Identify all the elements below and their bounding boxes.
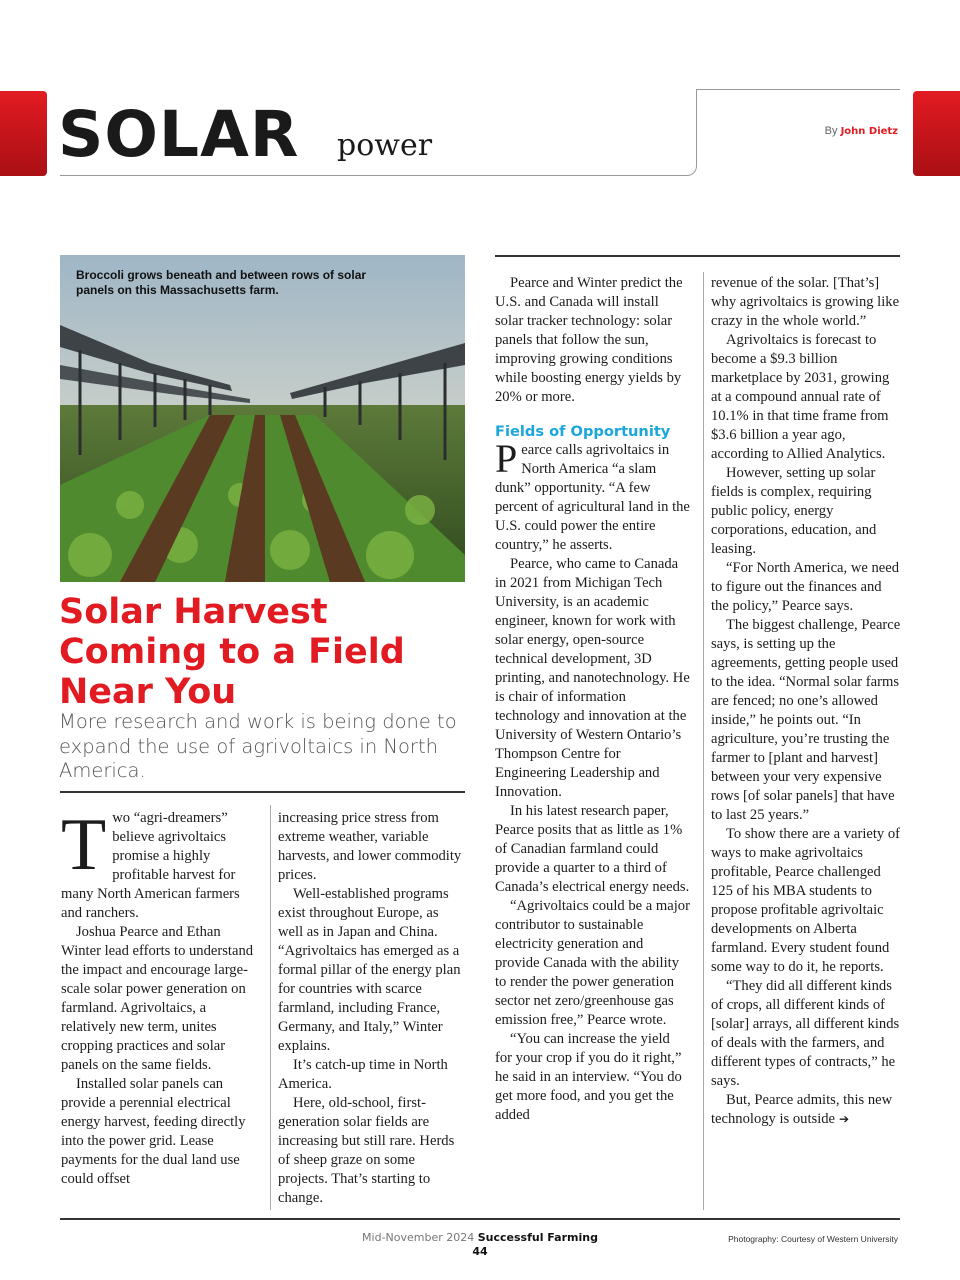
column-divider bbox=[703, 272, 704, 1210]
paragraph: In his latest research paper, Pearce posits that as little as 1% of Canadian farmland could provide a quarter to a third of Canada’s electrical energy needs. bbox=[495, 803, 690, 895]
right-red-tab bbox=[913, 91, 960, 176]
solar-field-illustration bbox=[60, 255, 465, 582]
author-name: John Dietz bbox=[840, 126, 898, 137]
paragraph: Joshua Pearce and Ethan Winter lead efforts to understand the impact and encourage large-scale solar power generation on farmland. Agrivoltaics, a relatively new term, unites cropping practices and solar panels on the same fields. bbox=[61, 924, 254, 1073]
issue-date: Mid-November 2024 bbox=[362, 1231, 475, 1244]
subheading: Fields of Opportunity bbox=[495, 423, 671, 440]
paragraph: wo “agri-dreamers” believe agrivoltaics promise a highly profitable harvest for many North American farmers and ranchers. bbox=[61, 810, 240, 921]
footer-rule bbox=[60, 1218, 900, 1220]
header-top-rule bbox=[696, 89, 900, 90]
section-subtitle: power bbox=[337, 128, 433, 163]
left-rule bbox=[60, 791, 465, 793]
text-column-2 bbox=[278, 809, 463, 1208]
paragraph: To show there are a variety of ways to make agrivoltaics profitable, Pearce challenged 125 of his MBA students to propose profitable agrivoltaic developments on Alberta farmland. Every student found some way to do it, he reports. bbox=[711, 826, 901, 975]
page-number: 44 bbox=[472, 1245, 488, 1258]
text-column-3 bbox=[495, 274, 690, 1125]
paragraph: “Agrivoltaics could be a major contributor to sustainable electricity generation and provide Canada with the ability to render the power generation sector net zero/greenhouse gas emission free,” Pearce wrote. bbox=[495, 898, 690, 1028]
paragraph: earce calls agrivoltaics in North America “a slam dunk” opportunity. “A few percent of agricultural land in the U.S. could power the entire country,” he asserts. bbox=[495, 442, 690, 553]
byline-prefix: By bbox=[824, 125, 838, 137]
paragraph: It’s catch-up time in North America. bbox=[278, 1057, 448, 1092]
column-divider bbox=[270, 805, 271, 1210]
text-column-4 bbox=[711, 274, 901, 1129]
paragraph: increasing price stress from extreme weather, variable harvests, and lower commodity prices. bbox=[278, 810, 462, 883]
paragraph: “For North America, we need to figure out the finances and the policy,” Pearce says. bbox=[711, 560, 900, 614]
paragraph: But, Pearce admits, this new technology is outside bbox=[711, 1092, 893, 1127]
paragraph: Well-established programs exist throughout Europe, as well as in Japan and China. “Agrivoltaics has emerged as a formal pillar of the energy plan for countries with scarce farmland, including France, Germany, and Italy,” Winter explains. bbox=[278, 886, 461, 1054]
photo-credit: Photography: Courtesy of Western University bbox=[728, 1234, 898, 1244]
paragraph: Agrivoltaics is forecast to become a $9.3 billion marketplace by 2031, growing at a compound annual rate of 10.1% in that time frame from $3.6 billion a year ago, according to Allied Analytics. bbox=[711, 332, 890, 462]
drop-cap: T bbox=[61, 804, 107, 886]
paragraph: revenue of the solar. [That’s] why agrivoltaics is growing like crazy in the whole world.” bbox=[711, 275, 900, 329]
byline bbox=[825, 125, 898, 137]
drop-cap: P bbox=[495, 436, 518, 481]
article-photo bbox=[60, 255, 465, 582]
left-red-tab bbox=[0, 91, 47, 176]
paragraph: The biggest challenge, Pearce says, is setting up the agreements, getting people used to the idea. “Normal solar farms are fenced; no one’s allowed inside,” he points out. “In agriculture, you’re trusting the farmer to [plant and harvest] between your very expensive rows [of solar panels] that have to last 25 years.” bbox=[711, 617, 901, 823]
magazine-name: Successful Farming bbox=[477, 1231, 598, 1244]
paragraph: Pearce and Winter predict the U.S. and Canada will install solar tracker technology: solar panels that follow the sun, improving growing conditions while boosting energy yields by 20% or more. bbox=[495, 275, 683, 405]
text-column-1 bbox=[61, 804, 261, 1189]
paragraph: Installed solar panels can provide a perennial electrical energy harvest, feeding directly into the power grid. Lease payments for the dual land use could offset bbox=[61, 1076, 246, 1187]
paragraph: Pearce, who came to Canada in 2021 from Michigan Tech University, is an academic engineer, known for work with solar energy, open-source technical development, 3D printing, and nanotechnology. He is chair of information technology and innovation at the University of Western Ontario’s Thompson Centre for Engineering Leadership and Innovation. bbox=[495, 556, 690, 800]
right-rule bbox=[495, 255, 900, 257]
paragraph: “You can increase the yield for your crop if you do it right,” he said in an interview. “You do get more food, and you get the added bbox=[495, 1031, 682, 1123]
paragraph: Here, old-school, first-generation solar fields are increasing but still rare. Herds of sheep graze on some projects. That’s starting to change. bbox=[278, 1095, 455, 1206]
paragraph: However, setting up solar fields is complex, requiring public policy, energy corporations, education, and leasing. bbox=[711, 465, 877, 557]
photo-caption: Broccoli grows beneath and between rows of solar panels on this Massachusetts farm. bbox=[76, 268, 367, 297]
article-headline: Solar Harvest Coming to a Field Near You bbox=[59, 592, 405, 712]
continue-arrow-icon: ➔ bbox=[839, 1112, 850, 1126]
paragraph: “They did all different kinds of crops, all different kinds of [solar] arrays, all different kinds of deals with the farmers, and different types of contracts,” he says. bbox=[711, 978, 900, 1089]
section-title: SOLAR bbox=[58, 98, 300, 171]
article-deck: More research and work is being done to expand the use of agrivoltaics in North America. bbox=[59, 710, 457, 782]
